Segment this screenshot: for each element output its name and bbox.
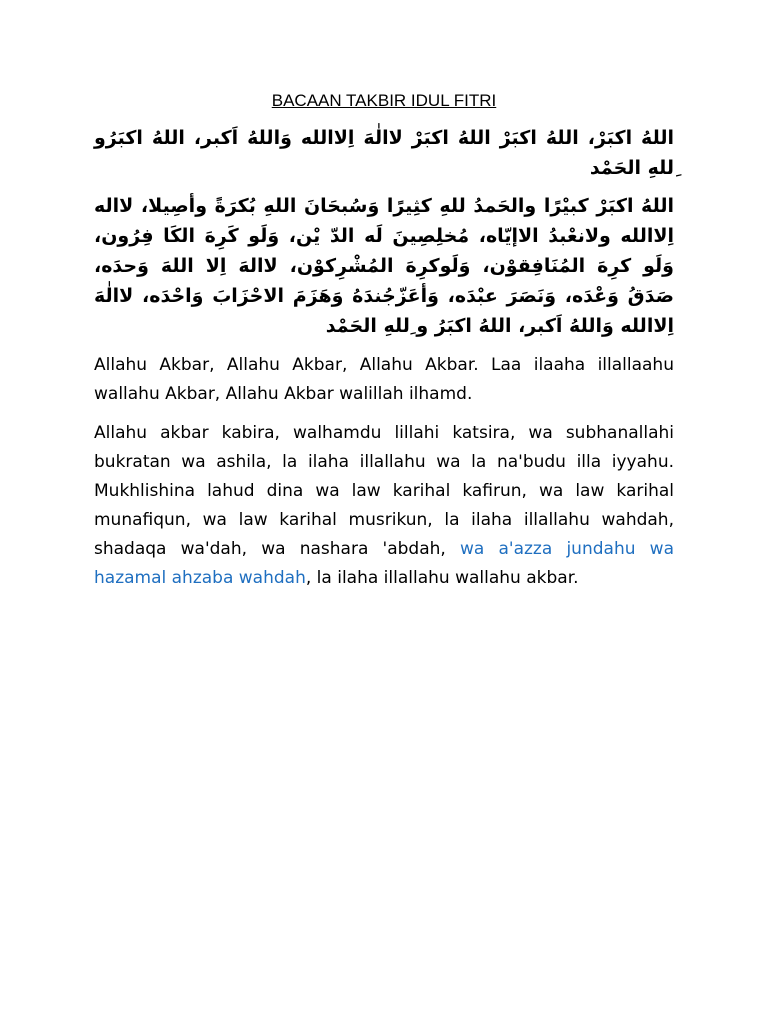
arabic-takbir-long: اللهُ اكبَرْ كبيْرًا والحَمدُ للهِ كثِيرًا وَسُبحَانَ اللهِ بُكرَةً وأصِيلا، لااله اِلاالله ولانعْبدُ الاإيّاه، مُخلِصِينَ لَه الدّ يْن، وَلَو كَرِهَ الكَا فِرُون، وَلَو كرِهَ المُنَافِقوْن، وَلَوكرِهَ المُشْرِكوْن، لاالهَ اِلا اللهَ وَحدَه، صَدَقُ وَعْدَه، وَنَصَرَ عبْدَه، وَأعَزّجُندَهُ وَهَزَمَ الاحْزَابَ وَاحْدَه، لاالٰهَ اِلاالله وَاللهُ اَكبر، اللهُ اكبَرُ و ِللهِ الحَمْد	[94, 195, 674, 337]
latin-takbir-long-part-1: Allahu akbar kabira, walhamdu lillahi katsira, wa subhanallahi bukratan wa ashila, la ilaha illallahu wa la na'budu illa iyyahu. Mukhlishina lahud dina wa law karihal kafirun, wa law karihal munafiqun, wa law karihal musrikun, la ilaha illallahu wahdah, shadaqa wa'dah, wa nashara 'abdah,	[94, 423, 674, 559]
latin-takbir-long-part-2: , la ilaha illallahu wallahu akbar.	[305, 568, 579, 588]
latin-takbir-short: Allahu Akbar, Allahu Akbar, Allahu Akbar. Laa ilaaha illallaahu wallahu Akbar, Allahu Akbar walillah ilhamd.	[94, 355, 674, 404]
document-title: BACAAN TAKBIR IDUL FITRI	[271, 91, 497, 110]
latin-takbir-highlighted-phrase: wa a'azza jundahu wa hazamal ahzaba wahdah	[94, 539, 674, 588]
document-page	[94, 88, 674, 603]
latin-takbir-long	[94, 419, 674, 593]
arabic-takbir-short: اللهُ اكبَرْ، اللهُ اكبَرْ اللهُ اكبَرْ لاالٰهَ اِلاالله وَاللهُ اَكبر، اللهُ اكبَرُو ِللهِ الحَمْد	[94, 127, 674, 179]
